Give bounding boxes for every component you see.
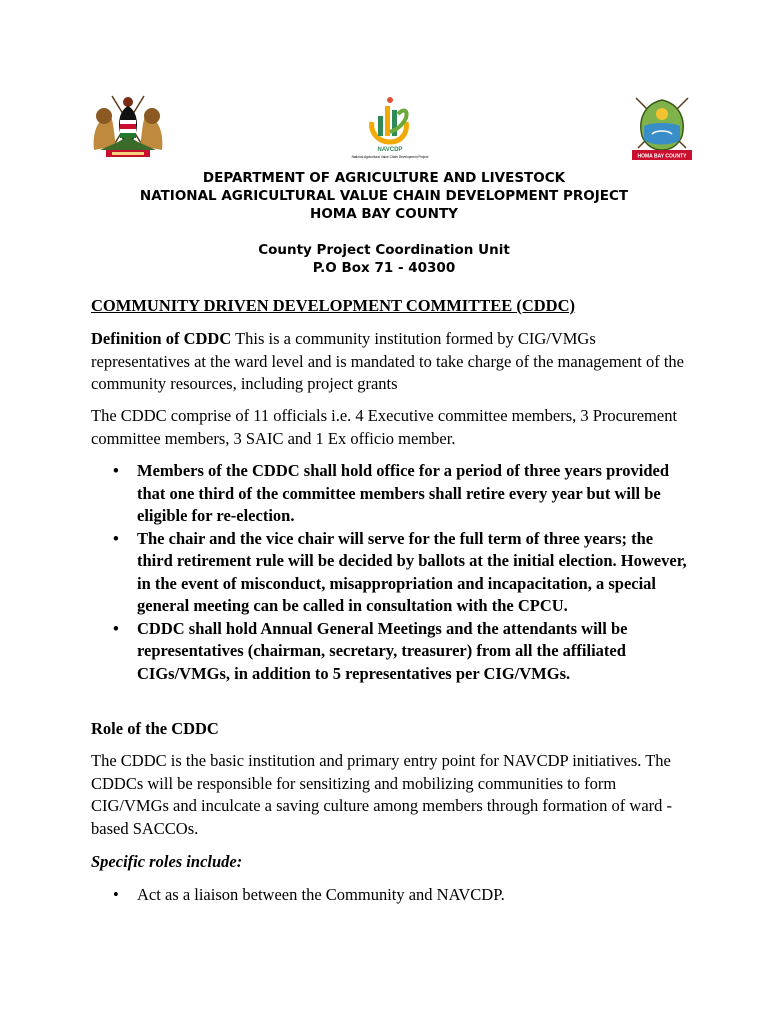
list-item-text: CDDC shall hold Annual General Meetings and the attendants will be representatives (chairman, secretary, treasurer) from all the affiliated CIGs/VMGs, in addition to 5 representatives per CIG/VMGs.	[137, 618, 628, 683]
navcdp-logo-subtext: National Agricultural Value Chain Development Project	[351, 155, 429, 159]
department-heading: DEPARTMENT OF AGRICULTURE AND LIVESTOCK	[202, 170, 566, 186]
cddc-rules-list	[91, 460, 691, 685]
bullet-icon: •	[113, 461, 119, 480]
bullet-icon: •	[113, 885, 119, 904]
definition-text: This is a community institution formed by CIG/VMGs representatives at the ward level and is mandated to take charge of the management of the community resources, including project grants	[91, 329, 684, 393]
list-item	[91, 884, 691, 907]
list-item-text: The chair and the vice chair will serve for the full term of three years; the third retirement rule will be decided by ballots at the initial election. However, in the event of misconduct, misappropriation and incapacitation, a special general meeting can be called in consultation with the CPCU.	[137, 528, 687, 615]
navcdp-logo	[350, 92, 430, 164]
bullet-icon: •	[113, 528, 119, 548]
role-paragraph: The CDDC is the basic institution and primary entry point for NAVCDP initiatives. The CDDCs will be responsible for sensitizing and mobilizing communities to form CIG/VMGs and inculcate a saving culture among members through formation of ward -based SACCOs.	[91, 751, 673, 838]
po-box-heading: P.O Box 71 - 40300	[312, 260, 456, 276]
composition-paragraph: The CDDC comprise of 11 officials i.e. 4 Executive committee members, 3 Procurement committee members, 3 SAIC and 1 Ex officio member.	[91, 406, 678, 448]
specific-roles-list	[91, 884, 691, 907]
navcdp-logo-text: NAVCDP	[377, 147, 403, 153]
unit-heading: County Project Coordination Unit	[258, 242, 510, 258]
homa-bay-county-emblem	[626, 94, 698, 164]
bullet-icon: •	[113, 618, 119, 638]
list-item-text: Act as a liaison between the Community and NAVCDP.	[137, 885, 505, 904]
kenya-coat-of-arms-logo	[88, 92, 168, 162]
document-title: COMMUNITY DRIVEN DEVELOPMENT COMMITTEE (CDDC)	[91, 296, 576, 315]
project-heading: NATIONAL AGRICULTURAL VALUE CHAIN DEVELOPMENT PROJECT	[139, 188, 629, 204]
homa-bay-banner-text: HOMA BAY COUNTY	[637, 153, 687, 160]
definition-label: Definition of CDDC	[91, 329, 232, 348]
list-item	[91, 460, 691, 528]
list-item	[91, 618, 691, 686]
list-item	[91, 528, 691, 618]
role-heading: Role of the CDDC	[91, 719, 219, 738]
county-heading: HOMA BAY COUNTY	[310, 206, 458, 222]
specific-roles-heading: Specific roles include:	[91, 852, 243, 871]
definition-paragraph	[91, 328, 691, 396]
list-item-text: Members of the CDDC shall hold office for a period of three years provided that one third of the committee members shall retire every year but will be eligible for re-election.	[137, 461, 670, 525]
